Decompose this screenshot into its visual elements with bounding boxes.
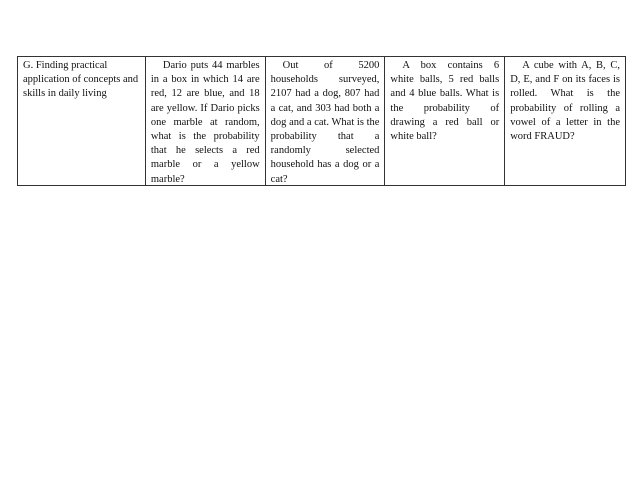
problem-cell-3 <box>385 57 505 186</box>
problem-text-2: Out of 5200 households surveyed, 2107 had a dog, 807 had a cat, and 303 had both a dog and a cat. What is the probability that a randomly selected household has a dog or a cat? <box>270 60 380 185</box>
table-row <box>18 57 626 186</box>
problem-text-4: A cube with A, B, C, D, E, and F on its faces is rolled. What is the probability of rolling a vowel of a letter in the word FRAUD? <box>510 60 620 143</box>
problem-cell-2 <box>265 57 385 186</box>
lesson-plan-table <box>17 56 626 186</box>
problem-cell-4 <box>505 57 626 186</box>
problem-text-3: A box contains 6 white balls, 5 red balls and 4 blue balls. What is the probability of drawing a red ball or white ball? <box>390 60 500 143</box>
problem-cell-1 <box>145 57 265 186</box>
problem-text-1: Dario puts 44 marbles in a box in which 14 are red, 12 are blue, and 18 are yellow. If Dario picks one marble at random, what is the probability that he selects a red marble or a yellow marble? <box>150 60 260 185</box>
row-label: G. Finding practical application of concepts and skills in daily living <box>23 60 139 100</box>
row-label-cell <box>18 57 146 186</box>
